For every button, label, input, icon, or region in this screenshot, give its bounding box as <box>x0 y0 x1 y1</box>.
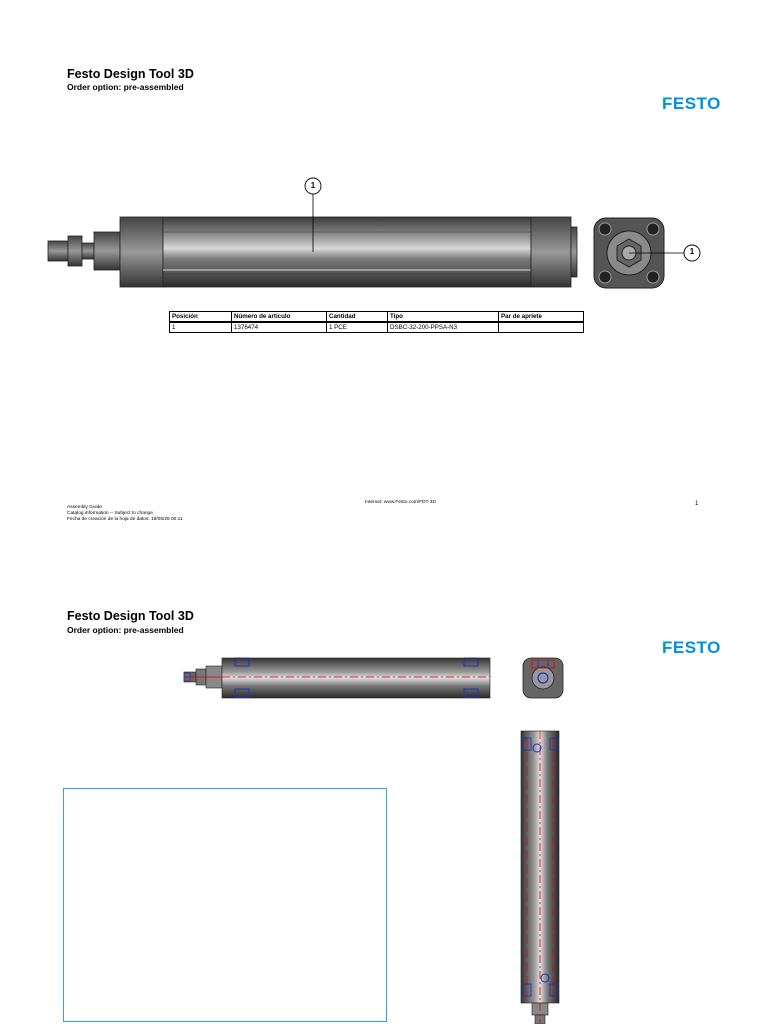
cylinder-vertical-view <box>520 728 560 1024</box>
footer-page-number: 1 <box>695 501 699 507</box>
empty-info-box <box>63 788 387 1022</box>
callout-label-side: 1 <box>689 247 695 256</box>
footer-line-date: Fecha de creación de la hoja de datos: 19/06/25 00:11 <box>67 517 183 522</box>
col-header-type: Tipo <box>388 312 499 323</box>
cylinder-top-view <box>180 655 495 700</box>
cell-position: 1 <box>170 322 232 333</box>
table-row <box>170 322 584 333</box>
cylinder-end-view <box>522 657 564 699</box>
festo-logo: FESTO <box>662 94 721 113</box>
callout-label-front: 1 <box>310 181 316 190</box>
footer-internet: Internet: www.Festo.com/FDT-3D <box>365 500 436 505</box>
col-header-torque: Par de apriete <box>499 312 584 323</box>
doc-subtitle: Order option: pre-assembled <box>67 625 184 635</box>
doc-title: Festo Design Tool 3D <box>67 67 194 81</box>
footer-line-catalog: Catalog information -- Subject to change <box>67 511 153 516</box>
parts-table <box>169 311 584 333</box>
cell-quantity: 1 PCE <box>327 322 388 333</box>
cell-type: DSBC-32-200-PPSA-N3 <box>388 322 499 333</box>
col-header-quantity: Cantidad <box>327 312 388 323</box>
doc-subtitle: Order option: pre-assembled <box>67 82 184 92</box>
col-header-position: Posición <box>170 312 232 323</box>
table-header-row <box>170 312 584 323</box>
cell-article: 1376474 <box>232 322 327 333</box>
festo-logo: FESTO <box>662 638 721 657</box>
cell-torque <box>499 322 584 333</box>
col-header-article: Número de artículo <box>232 312 327 323</box>
doc-title: Festo Design Tool 3D <box>67 609 194 623</box>
footer-line-guide: Assembly Guide <box>67 505 102 510</box>
footer-left <box>67 505 183 523</box>
